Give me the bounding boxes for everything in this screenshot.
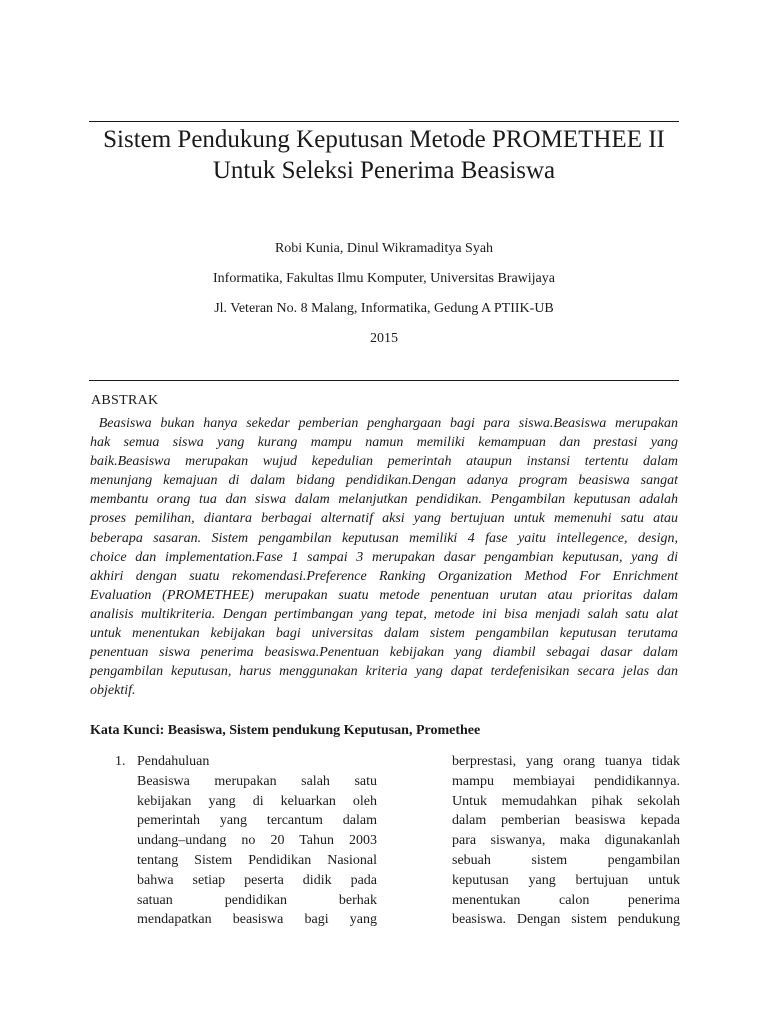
abstract-line: menunjang kemajuan di dalam bidang pendidikan.Dengan adanya program beasiswa sangat — [90, 473, 678, 489]
title-line-2: Untuk Seleksi Penerima Beasiswa — [212, 157, 556, 184]
abstract-line: pengambilan keputusan, harus menggunakan kriteria yang dapat terdefenisikan secara jelas dan — [90, 664, 678, 680]
abstract-heading: ABSTRAK — [91, 393, 159, 408]
section-1-body-right — [452, 752, 680, 930]
body-line: satuan pendidikan berhak — [137, 892, 377, 908]
abstract-line: Evaluation (PROMETHEE) merupakan suatu metode penentuan urutan atau prioritas dalam — [90, 587, 678, 603]
abstract-line: beberapa sasaran. Sistem pengambilan keputusan memiliki 4 fase yaitu intellegence, design, — [90, 530, 678, 546]
abstract-line: hak semua siswa yang kurang mampu namun memiliki kemampuan dan prestasi yang — [90, 435, 678, 451]
address: Jl. Veteran No. 8 Malang, Informatika, Gedung A PTIIK-UB — [214, 301, 554, 316]
abstract-line: choice dan implementation.Fase 1 sampai 3 merupakan dasar pengambian keputusan, yang di — [90, 549, 678, 565]
body-line: bahwa setiap peserta didik pada — [137, 872, 377, 888]
top-rule — [89, 121, 679, 122]
section-1-body-left — [137, 772, 377, 930]
section-title: Pendahuluan — [137, 754, 210, 769]
abstract-rule — [89, 380, 679, 381]
abstract-body — [90, 414, 678, 700]
body-line: berprestasi, yang orang tuanya tidak — [452, 754, 680, 769]
body-line: kebijakan yang di keluarkan oleh — [137, 793, 377, 809]
body-line: sebuah sistem pengambilan — [452, 852, 680, 868]
body-line: Beasiswa merupakan salah satu — [137, 773, 377, 789]
authors: Robi Kunia, Dinul Wikramaditya Syah — [274, 241, 494, 256]
title-line-1: Sistem Pendukung Keputusan Metode PROMETHEE II — [103, 126, 665, 153]
body-line: tentang Sistem Pendidikan Nasional — [137, 852, 377, 868]
affiliation: Informatika, Fakultas Ilmu Komputer, Universitas Brawijaya — [213, 271, 555, 286]
body-line: mendapatkan beasiswa bagi yang — [137, 912, 377, 928]
body-line: para siswanya, maka digunakanlah — [452, 833, 680, 849]
abstract-line: analisis multikriteria. Dengan pertimbangan yang tepat, metode ini bisa menjadi salah satu alat — [90, 606, 678, 622]
body-line: dalam pemberian beasiswa kepada — [452, 813, 680, 829]
body-line: menentukan calon penerima — [452, 892, 680, 908]
paper-title — [89, 124, 679, 186]
section-number: 1. — [115, 754, 126, 769]
body-line: Untuk memudahkan pihak sekolah — [452, 793, 680, 809]
abstract-line: penentuan siswa penerima beasiswa.Penentuan kebijakan yang diambil sebagai dasar dalam — [90, 645, 678, 661]
abstract-line: Beasiswa bukan hanya sekedar pemberian penghargaan bagi para siswa.Beasiswa merupakan — [90, 416, 678, 431]
abstract-line: baik.Beasiswa merupakan wujud kepedulian pemerintah ataupun instansi tertentu dalam — [90, 454, 678, 470]
abstract-line: akhiri dengan suatu rekomendasi.Preference Ranking Organization Method For Enrichment — [90, 568, 678, 584]
body-line: keputusan yang bertujuan untuk — [452, 872, 680, 888]
body-line: pemerintah yang tercantum dalam — [137, 813, 377, 829]
body-line: beasiswa. Dengan sistem pendukung — [452, 912, 680, 928]
abstract-line: objektif. — [90, 683, 136, 699]
abstract-line: untuk menentukan kebijakan bagi universitas dalam sistem pengambilan keputusan terutama — [90, 626, 678, 642]
year: 2015 — [370, 331, 398, 346]
abstract-line: proses pemilihan, diantara berbagai alternatif aksi yang bertujuan untuk memenuhi satu atau — [90, 511, 678, 527]
body-line: mampu membiayai pendidikannya. — [452, 773, 680, 789]
abstract-line: membantu orang tua dan siswa dalam melanjutkan pendidikan. Pengambilan keputusan adalah — [90, 492, 678, 508]
body-line: undang–undang no 20 Tahun 2003 — [137, 833, 377, 849]
keywords: Kata Kunci: Beasiswa, Sistem pendukung Keputusan, Promethee — [90, 723, 481, 738]
